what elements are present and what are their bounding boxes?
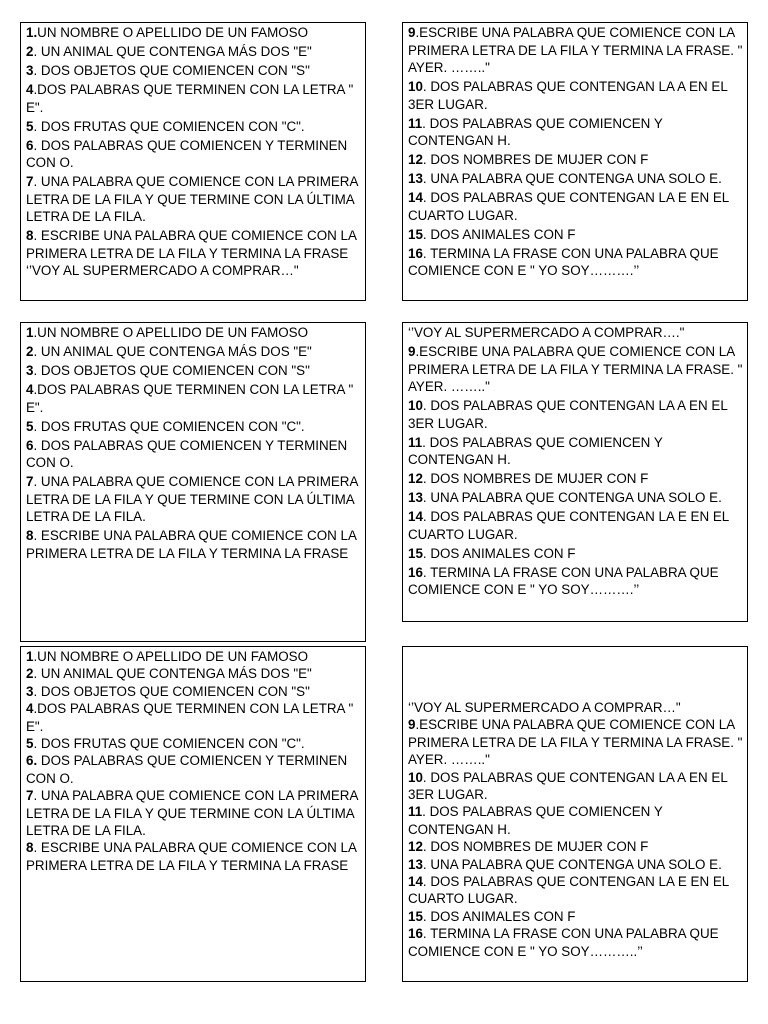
item-number: 12 xyxy=(408,471,423,487)
item-text: UN NOMBRE O APELLIDO DE UN FAMOSO xyxy=(37,25,309,40)
list-item xyxy=(408,78,743,113)
list-item xyxy=(26,527,361,562)
list-item xyxy=(26,381,361,416)
list-item xyxy=(408,803,743,838)
item-text: . DOS PALABRAS QUE CONTENGAN LA E EN EL CUARTO LUGAR. xyxy=(408,190,729,223)
item-number: 14 xyxy=(408,509,423,525)
list-item xyxy=(26,683,361,700)
list-item xyxy=(408,189,743,224)
list-item xyxy=(26,700,361,735)
item-text: .DOS PALABRAS QUE TERMINEN CON LA LETRA " E". xyxy=(26,701,354,734)
item-text: . DOS OBJETOS QUE COMIENCEN CON "S" xyxy=(33,683,310,699)
item-number: 11 xyxy=(408,434,423,450)
question-card-items-9-16 xyxy=(402,646,748,982)
item-number: 16 xyxy=(408,564,423,580)
item-number: 6 xyxy=(26,137,34,153)
list-item xyxy=(408,245,743,280)
item-number: 13 xyxy=(408,171,423,187)
phrase-continuation: ‘’VOY AL SUPERMERCADO A COMPRAR…" xyxy=(408,700,681,715)
item-number: 2 xyxy=(26,666,34,682)
item-text: . DOS OBJETOS QUE COMIENCEN CON "S" xyxy=(33,62,310,78)
item-number: 15 xyxy=(408,545,423,561)
item-number: 12 xyxy=(408,152,423,168)
item-number: 15 xyxy=(408,226,423,242)
item-text: . DOS FRUTAS QUE COMIENCEN CON "C". xyxy=(33,736,305,752)
item-text: . DOS PALABRAS QUE COMIENCEN Y CONTENGAN H. xyxy=(408,804,663,837)
list-item xyxy=(408,716,743,768)
list-item xyxy=(408,925,743,960)
item-number: 5 xyxy=(26,418,34,434)
list-item xyxy=(408,856,743,873)
list-item xyxy=(408,838,743,855)
item-text: . UN ANIMAL QUE CONTENGA MÁS DOS "E" xyxy=(33,43,312,59)
list-item xyxy=(26,787,361,839)
item-number: 8 xyxy=(26,528,34,544)
item-number: 9 xyxy=(408,717,416,733)
item-number: 7 xyxy=(26,174,34,190)
list-item xyxy=(408,873,743,908)
item-text: . UNA PALABRA QUE CONTENGA UNA SOLO E. xyxy=(422,490,722,506)
item-number: 9 xyxy=(408,343,416,359)
item-text: . DOS ANIMALES CON F xyxy=(422,908,576,924)
list-item xyxy=(26,735,361,752)
question-card-items-9-16 xyxy=(402,322,748,622)
question-card-items-1-8 xyxy=(20,22,366,301)
item-text: . DOS PALABRAS QUE CONTENGAN LA A EN EL 3ER LUGAR. xyxy=(408,769,728,803)
list-item xyxy=(26,665,361,682)
item-text: .ESCRIBE UNA PALABRA QUE COMIENCE CON LA PRIMERA LETRA DE LA FILA Y TERMINA LA FRASE. " AYER. …….." xyxy=(408,25,743,76)
item-text: . UNA PALABRA QUE COMIENCE CON LA PRIMERA LETRA DE LA FILA Y QUE TERMINE CON LA ÚLTIMA LETRA DE LA FILA. xyxy=(26,474,358,525)
list-item xyxy=(408,115,743,150)
list-item xyxy=(26,752,361,787)
item-number: 7 xyxy=(26,474,34,490)
item-number: 9 xyxy=(408,25,416,40)
list-item xyxy=(408,151,743,169)
item-text: . DOS NOMBRES DE MUJER CON F xyxy=(422,471,649,487)
question-card-items-9-16 xyxy=(402,22,748,301)
item-text: . TERMINA LA FRASE CON UNA PALABRA QUE COMIENCE CON E " YO SOY………..’’ xyxy=(408,926,719,959)
item-text: . TERMINA LA FRASE CON UNA PALABRA QUE COMIENCE CON E " YO SOY……….’’ xyxy=(408,245,719,279)
list-item xyxy=(408,564,743,599)
item-number: 15 xyxy=(408,908,423,924)
list-item xyxy=(408,508,743,543)
list-item xyxy=(408,434,743,469)
list-item xyxy=(408,489,743,507)
item-number: 16 xyxy=(408,926,423,942)
item-text: . UNA PALABRA QUE CONTENGA UNA SOLO E. xyxy=(422,171,722,187)
item-text: . DOS PALABRAS QUE CONTENGAN LA E EN EL CUARTO LUGAR. xyxy=(408,509,729,542)
phrase-continuation: ‘’VOY AL SUPERMERCADO A COMPRAR…." xyxy=(408,325,685,340)
list-item xyxy=(26,173,361,226)
item-text: . DOS PALABRAS QUE CONTENGAN LA E EN EL CUARTO LUGAR. xyxy=(408,874,729,907)
list-item xyxy=(26,62,361,80)
list-item xyxy=(26,473,361,526)
item-number: 6 xyxy=(26,437,34,453)
item-text: . DOS OBJETOS QUE COMIENCEN CON "S" xyxy=(33,362,310,378)
list-item xyxy=(408,24,743,77)
item-text: . DOS PALABRAS QUE COMIENCEN Y CONTENGAN H. xyxy=(408,434,663,468)
item-number: 11 xyxy=(408,115,423,131)
item-text: . DOS PALABRAS QUE CONTENGAN LA A EN EL 3ER LUGAR. xyxy=(408,398,728,431)
list-item xyxy=(26,437,361,472)
item-text: DOS PALABRAS QUE COMIENCEN Y TERMINEN CON O. xyxy=(26,753,348,786)
item-number: 16 xyxy=(408,245,423,261)
item-number: 7 xyxy=(26,788,34,804)
item-text: . DOS ANIMALES CON F xyxy=(422,226,576,242)
item-number: 8 xyxy=(26,228,34,244)
item-number: 10 xyxy=(408,398,423,414)
item-number: 11 xyxy=(408,804,423,820)
list-item xyxy=(408,397,743,432)
list-item xyxy=(408,769,743,804)
list-item xyxy=(408,343,743,396)
item-text: . DOS PALABRAS QUE COMIENCEN Y CONTENGAN H. xyxy=(408,115,663,149)
item-number: 12 xyxy=(408,839,423,855)
item-text: . ESCRIBE UNA PALABRA QUE COMIENCE CON LA PRIMERA LETRA DE LA FILA Y TERMINA LA FRASE ‘’VOY AL SUPERMERCADO A COMPRAR…" xyxy=(26,228,357,279)
item-number: 4 xyxy=(26,701,34,717)
item-text: .DOS PALABRAS QUE TERMINEN CON LA LETRA " E". xyxy=(26,81,354,115)
item-text: . UNA PALABRA QUE CONTENGA UNA SOLO E. xyxy=(422,856,722,872)
item-number: 1 xyxy=(26,649,34,664)
item-number: 5 xyxy=(26,736,34,752)
list-item xyxy=(408,470,743,488)
item-text: . DOS PALABRAS QUE COMIENCEN Y TERMINEN CON O. xyxy=(26,437,348,471)
item-number: 6. xyxy=(26,753,38,769)
item-text: . DOS FRUTAS QUE COMIENCEN CON "C". xyxy=(33,118,305,134)
item-text: .ESCRIBE UNA PALABRA QUE COMIENCE CON LA PRIMERA LETRA DE LA FILA Y TERMINA LA FRASE. " AYER. …….." xyxy=(408,343,743,395)
list-item xyxy=(26,227,361,280)
list-item xyxy=(26,137,361,172)
item-number: 14 xyxy=(408,874,423,890)
list-item xyxy=(26,648,361,665)
question-card-items-1-8 xyxy=(20,322,366,642)
item-text: . ESCRIBE UNA PALABRA QUE COMIENCE CON LA PRIMERA LETRA DE LA FILA Y TERMINA LA FRASE xyxy=(26,840,357,873)
item-number: 4 xyxy=(26,81,34,97)
item-number: 3 xyxy=(26,62,34,78)
list-item xyxy=(26,43,361,61)
item-text: . DOS FRUTAS QUE COMIENCEN CON "C". xyxy=(33,418,305,434)
list-item xyxy=(26,81,361,116)
list-item xyxy=(26,362,361,380)
item-text: .DOS PALABRAS QUE TERMINEN CON LA LETRA " E". xyxy=(26,381,354,415)
item-number: 2 xyxy=(26,43,34,59)
item-number: 5 xyxy=(26,118,34,134)
item-text: . DOS NOMBRES DE MUJER CON F xyxy=(422,839,649,855)
item-text: . UNA PALABRA QUE COMIENCE CON LA PRIMERA LETRA DE LA FILA Y QUE TERMINE CON LA ÚLTIMA LETRA DE LA FILA. xyxy=(26,788,358,839)
item-text: . DOS PALABRAS QUE CONTENGAN LA A EN EL 3ER LUGAR. xyxy=(408,79,728,112)
item-number: 2 xyxy=(26,343,34,359)
question-card-items-1-8 xyxy=(20,646,366,982)
item-number: 3 xyxy=(26,362,34,378)
list-item xyxy=(408,170,743,188)
item-number: 8 xyxy=(26,840,34,856)
item-number: 13 xyxy=(408,856,423,872)
item-number: 1. xyxy=(26,25,38,40)
list-item xyxy=(408,545,743,563)
item-text: . UN ANIMAL QUE CONTENGA MÁS DOS "E" xyxy=(33,343,312,359)
item-text: . DOS NOMBRES DE MUJER CON F xyxy=(422,152,649,168)
list-item xyxy=(408,908,743,925)
item-text: . UN ANIMAL QUE CONTENGA MÁS DOS "E" xyxy=(33,666,312,682)
item-text: . DOS ANIMALES CON F xyxy=(422,545,576,561)
item-number: 10 xyxy=(408,769,423,785)
item-text: . ESCRIBE UNA PALABRA QUE COMIENCE CON LA PRIMERA LETRA DE LA FILA Y TERMINA LA FRASE xyxy=(26,528,357,561)
item-number: 3 xyxy=(26,683,34,699)
list-item xyxy=(26,343,361,361)
item-number: 1 xyxy=(26,325,34,340)
list-item xyxy=(26,118,361,136)
item-text: . UNA PALABRA QUE COMIENCE CON LA PRIMERA LETRA DE LA FILA Y QUE TERMINE CON LA ÚLTIMA LETRA DE LA FILA. xyxy=(26,174,358,225)
list-item xyxy=(26,324,361,342)
list-item xyxy=(408,226,743,244)
list-item xyxy=(26,418,361,436)
item-number: 14 xyxy=(408,190,423,206)
item-text: .ESCRIBE UNA PALABRA QUE COMIENCE CON LA PRIMERA LETRA DE LA FILA Y TERMINA LA FRASE. " AYER. …….." xyxy=(408,717,743,768)
item-number: 10 xyxy=(408,79,423,95)
item-number: 4 xyxy=(26,381,34,397)
item-text: .UN NOMBRE O APELLIDO DE UN FAMOSO xyxy=(33,325,309,340)
item-number: 13 xyxy=(408,490,423,506)
list-item xyxy=(26,24,361,42)
item-text: . DOS PALABRAS QUE COMIENCEN Y TERMINEN CON O. xyxy=(26,137,348,171)
item-text: . TERMINA LA FRASE CON UNA PALABRA QUE COMIENCE CON E " YO SOY……….’’ xyxy=(408,564,719,598)
item-text: .UN NOMBRE O APELLIDO DE UN FAMOSO xyxy=(33,649,309,664)
list-item xyxy=(26,839,361,874)
